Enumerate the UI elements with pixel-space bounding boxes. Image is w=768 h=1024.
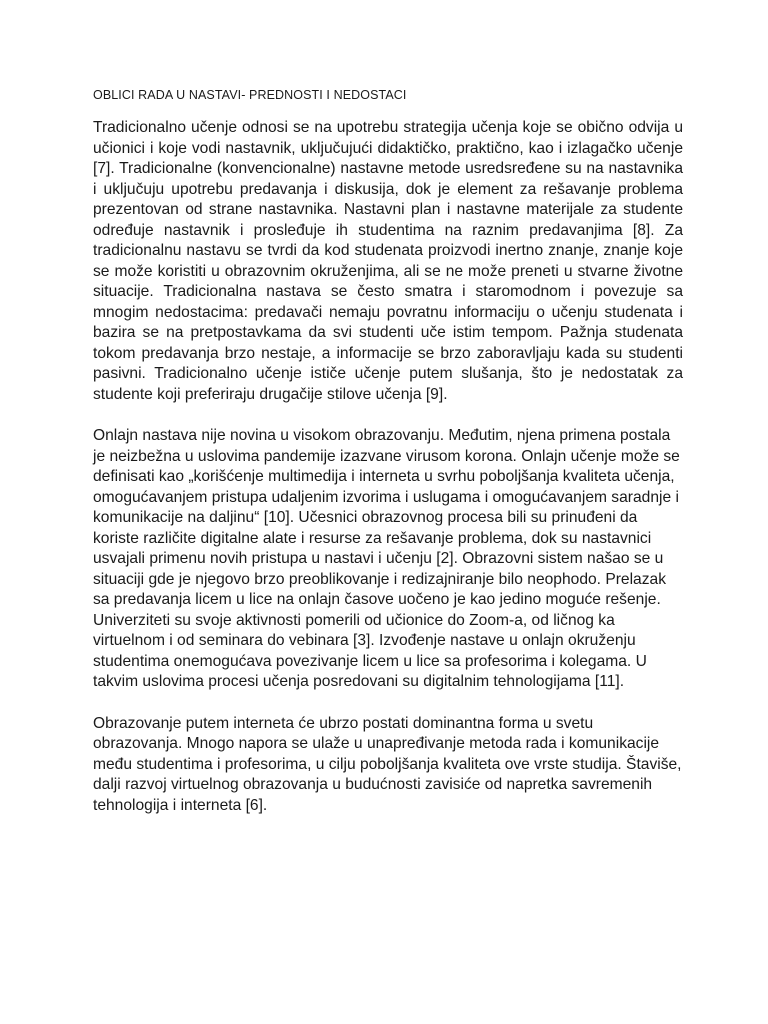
paragraph-traditional-learning: Tradicionalno učenje odnosi se na upotrebu strategija učenja koje se obično odvija u učionici i koje vodi nastavnik, uključujući didaktičko, praktično, kao i izlagačko učenje [7]. Tradicionalne (konvencionalne) nastavne metode usredsređene su na nastavnika i uključuju upotrebu predavanja i diskusija, dok je element za rešavanje problema prezentovan od strane nastavnika. Nastavni plan i nastavne materijale za studente određuje nastavnik i prosleđuje ih studentima na raznim predavanjima [8]. Za tradicionalnu nastavu se tvrdi da kod studenata proizvodi inertno znanje, znanje koje se može koristiti u obrazovnim okruženjima, ali se ne može preneti u stvarne životne situacije. Tradicionalna nastava se često smatra i staromodnom i povezuje sa mnogim nedostacima: predavači nemaju povratnu informaciju o učenju studenata i bazira se na pretpostavkama da svi studenti uče istim tempom. Pažnja studenata tokom predavanja brzo nestaje, a informacije se brzo zaboravljaju kada su studenti pasivni. Tradicionalno učenje ističe učenje putem slušanja, što je nedostatak za studente koji preferiraju drugačije stilove učenja [9]. [93,119,683,403]
document-title: OBLICI RADA U NASTAVI- PREDNOSTI I NEDOSTACI [93,88,407,102]
paragraph-internet-education: Obrazovanje putem interneta će ubrzo postati dominantna forma u svetu obrazovanja. Mnogo napora se ulaže u unapređivanje metoda rada i komunikacije među studentima i profesorima, u cilju poboljšanja kvaliteta ove vrste studija. Štaviše, dalji razvoj virtuelnog obrazovanja u budućnosti zavisiće od napretka savremenih tehnologija i interneta [6]. [93,714,682,814]
document-page [93,88,683,837]
paragraph-online-teaching: Onlajn nastava nije novina u visokom obrazovanju. Međutim, njena primena postala je neizbežna u uslovima pandemije izazvane virusom korona. Onlajn učenje može se definisati kao „korišćenje multimedija i interneta u svrhu poboljšanja kvaliteta učenja, omogućavanjem pristupa udaljenim izvorima i uslugama i omogućavanjem saradnje i komunikacije na daljinu“ [10]. Učesnici obrazovnog procesa bili su prinuđeni da koriste različite digitalne alate i resurse za rešavanje problema, dok su nastavnici usvajali primenu novih pristupa u nastavi i učenju [2]. Obrazovni sistem našao se u situaciji gde je njegovo brzo preoblikovanje i redizajniranje bilo neophodo. Prelazak sa predavanja licem u lice na onlajn časove uočeno je kao jedino moguće rešenje. Univerziteti su svoje aktivnosti pomerili od učionice do Zoom-a, od ličnog ka virtuelnom i od seminara do vebinara [3]. Izvođenje nastave u onlajn okruženju studentima onemogućava povezivanje licem u lice sa profesorima i kolegama. U takvim uslovima procesi učenja posredovani su digitalnim tehnologijama [11]. [93,427,680,690]
